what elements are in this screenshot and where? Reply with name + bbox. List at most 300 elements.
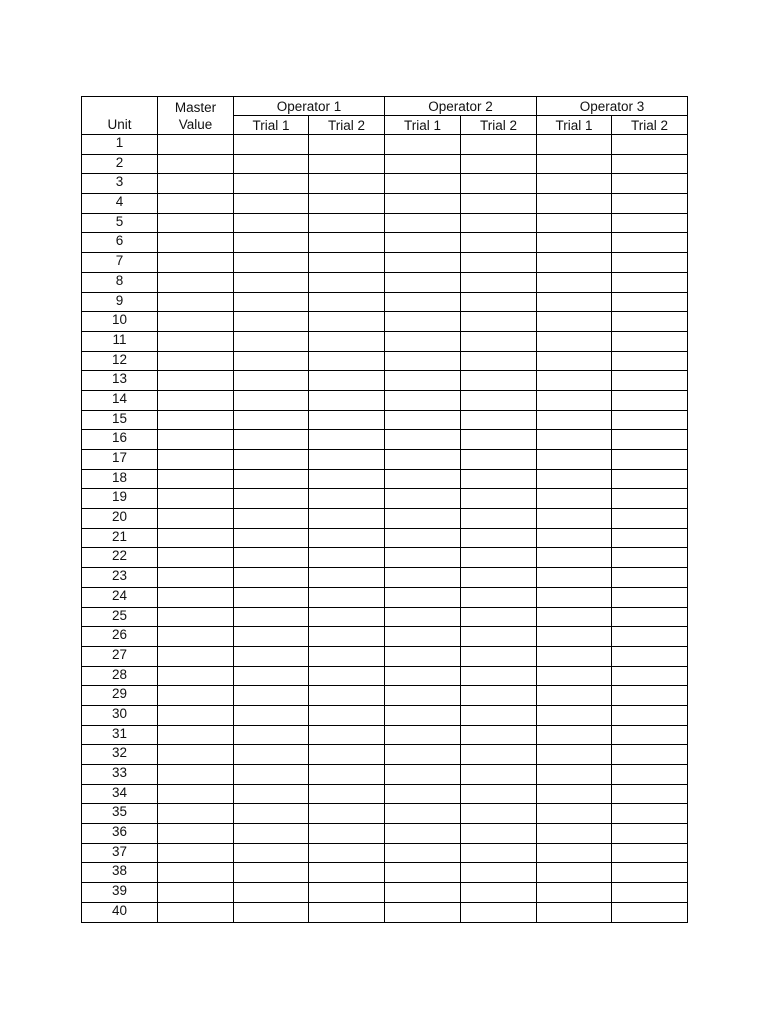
operator-1-trial-2-cell[interactable] bbox=[309, 528, 385, 548]
operator-3-trial-2-cell[interactable] bbox=[612, 135, 688, 155]
operator-1-trial-1-cell[interactable] bbox=[234, 233, 309, 253]
operator-3-trial-2-cell[interactable] bbox=[612, 331, 688, 351]
operator-1-trial-1-cell[interactable] bbox=[234, 312, 309, 332]
operator-2-trial-1-cell[interactable] bbox=[385, 312, 461, 332]
operator-2-trial-1-cell[interactable] bbox=[385, 607, 461, 627]
operator-2-trial-1-cell[interactable] bbox=[385, 646, 461, 666]
operator-3-trial-1-cell[interactable] bbox=[537, 607, 612, 627]
master-value-cell[interactable] bbox=[158, 489, 234, 509]
unit-number-cell: 40 bbox=[82, 902, 158, 922]
master-value-cell[interactable] bbox=[158, 863, 234, 883]
unit-number-cell: 32 bbox=[82, 745, 158, 765]
operator-2-trial-2-cell[interactable] bbox=[461, 135, 537, 155]
operator-3-trial-2-cell[interactable] bbox=[612, 627, 688, 647]
operator-2-trial-1-cell[interactable] bbox=[385, 686, 461, 706]
master-value-cell[interactable] bbox=[158, 548, 234, 568]
master-value-cell[interactable] bbox=[158, 154, 234, 174]
operator-3-trial-2-cell[interactable] bbox=[612, 450, 688, 470]
operator-2-trial-2-cell[interactable] bbox=[461, 509, 537, 529]
operator-1-trial-1-cell[interactable] bbox=[234, 371, 309, 391]
operator-2-trial-1-cell[interactable] bbox=[385, 351, 461, 371]
operator-3-trial-1-cell[interactable] bbox=[537, 863, 612, 883]
master-value-cell[interactable] bbox=[158, 902, 234, 922]
operator-3-trial-1-cell[interactable] bbox=[537, 528, 612, 548]
unit-number-cell: 2 bbox=[82, 154, 158, 174]
table-row bbox=[82, 312, 688, 332]
operator-2-trial-1-cell[interactable] bbox=[385, 725, 461, 745]
operator-3-trial-2-cell[interactable] bbox=[612, 233, 688, 253]
operator-1-trial-2-cell[interactable] bbox=[309, 194, 385, 214]
operator-3-trial-2-cell[interactable] bbox=[612, 213, 688, 233]
operator-1-trial-2-cell[interactable] bbox=[309, 607, 385, 627]
operator-2-trial-1-cell[interactable] bbox=[385, 371, 461, 391]
operator-3-trial-2-cell[interactable] bbox=[612, 548, 688, 568]
operator-3-trial-2-cell[interactable] bbox=[612, 528, 688, 548]
operator-1-trial-1-cell[interactable] bbox=[234, 863, 309, 883]
operator-3-trial-1-cell[interactable] bbox=[537, 135, 612, 155]
operator-1-trial-2-cell[interactable] bbox=[309, 351, 385, 371]
master-value-cell[interactable] bbox=[158, 745, 234, 765]
operator-1-trial-1-cell[interactable] bbox=[234, 666, 309, 686]
operator-2-trial-1-cell[interactable] bbox=[385, 489, 461, 509]
operator-3-trial-2-cell[interactable] bbox=[612, 430, 688, 450]
master-value-cell[interactable] bbox=[158, 784, 234, 804]
operator-3-trial-1-cell[interactable] bbox=[537, 646, 612, 666]
operator-2-trial-1-cell[interactable] bbox=[385, 548, 461, 568]
operator-3-trial-1-cell[interactable] bbox=[537, 509, 612, 529]
operator-3-trial-1-cell[interactable] bbox=[537, 194, 612, 214]
operator-1-trial-1-cell[interactable] bbox=[234, 489, 309, 509]
operator-2-trial-1-cell[interactable] bbox=[385, 213, 461, 233]
operator-2-trial-1-cell[interactable] bbox=[385, 174, 461, 194]
operator-3-trial-1-cell[interactable] bbox=[537, 686, 612, 706]
table-row bbox=[82, 292, 688, 312]
table-row bbox=[82, 430, 688, 450]
operator-1-trial-1-cell[interactable] bbox=[234, 135, 309, 155]
operator-2-trial-1-cell[interactable] bbox=[385, 233, 461, 253]
operator-2-trial-1-cell[interactable] bbox=[385, 509, 461, 529]
operator-3-trial-1-cell[interactable] bbox=[537, 765, 612, 785]
master-value-cell[interactable] bbox=[158, 607, 234, 627]
operator-2-trial-1-cell[interactable] bbox=[385, 804, 461, 824]
master-value-cell[interactable] bbox=[158, 410, 234, 430]
operator-2-trial-2-cell[interactable] bbox=[461, 154, 537, 174]
master-value-cell[interactable] bbox=[158, 469, 234, 489]
operator-2-trial-2-cell[interactable] bbox=[461, 272, 537, 292]
operator-3-trial-2-cell[interactable] bbox=[612, 312, 688, 332]
operator-1-trial-2-cell[interactable] bbox=[309, 371, 385, 391]
operator-2-trial-1-cell[interactable] bbox=[385, 194, 461, 214]
operator-2-trial-1-cell[interactable] bbox=[385, 568, 461, 588]
operator-1-trial-2-cell[interactable] bbox=[309, 135, 385, 155]
operator-1-trial-1-cell[interactable] bbox=[234, 824, 309, 844]
operator-1-trial-2-cell[interactable] bbox=[309, 390, 385, 410]
operator-1-trial-1-cell[interactable] bbox=[234, 686, 309, 706]
operator-3-trial-2-cell[interactable] bbox=[612, 390, 688, 410]
operator-3-trial-2-header: Trial 2 bbox=[612, 116, 688, 135]
master-value-cell[interactable] bbox=[158, 765, 234, 785]
operator-2-trial-2-cell[interactable] bbox=[461, 824, 537, 844]
operator-2-trial-2-cell[interactable] bbox=[461, 843, 537, 863]
operator-1-trial-2-cell[interactable] bbox=[309, 745, 385, 765]
operator-1-trial-2-cell[interactable] bbox=[309, 705, 385, 725]
operator-1-trial-1-cell[interactable] bbox=[234, 331, 309, 351]
operator-3-trial-1-cell[interactable] bbox=[537, 627, 612, 647]
operator-3-trial-1-cell[interactable] bbox=[537, 272, 612, 292]
operator-3-trial-2-cell[interactable] bbox=[612, 883, 688, 903]
operator-1-trial-2-cell[interactable] bbox=[309, 450, 385, 470]
operator-3-trial-1-cell[interactable] bbox=[537, 430, 612, 450]
operator-2-trial-2-cell[interactable] bbox=[461, 390, 537, 410]
operator-1-trial-2-cell[interactable] bbox=[309, 902, 385, 922]
operator-3-trial-1-cell[interactable] bbox=[537, 548, 612, 568]
operator-2-trial-2-cell[interactable] bbox=[461, 666, 537, 686]
master-value-cell[interactable] bbox=[158, 213, 234, 233]
operator-3-trial-1-cell[interactable] bbox=[537, 902, 612, 922]
operator-1-trial-1-cell[interactable] bbox=[234, 292, 309, 312]
operator-3-trial-2-cell[interactable] bbox=[612, 824, 688, 844]
operator-2-trial-2-cell[interactable] bbox=[461, 213, 537, 233]
unit-number-cell: 25 bbox=[82, 607, 158, 627]
operator-3-header: Operator 3 bbox=[537, 97, 688, 116]
operator-1-trial-1-cell[interactable] bbox=[234, 745, 309, 765]
operator-1-trial-1-cell[interactable] bbox=[234, 587, 309, 607]
operator-2-trial-2-cell[interactable] bbox=[461, 607, 537, 627]
operator-2-trial-2-cell[interactable] bbox=[461, 686, 537, 706]
operator-1-trial-2-cell[interactable] bbox=[309, 568, 385, 588]
operator-1-trial-2-cell[interactable] bbox=[309, 331, 385, 351]
operator-3-trial-2-cell[interactable] bbox=[612, 863, 688, 883]
operator-3-trial-1-cell[interactable] bbox=[537, 390, 612, 410]
master-value-cell[interactable] bbox=[158, 528, 234, 548]
operator-1-trial-1-cell[interactable] bbox=[234, 194, 309, 214]
operator-3-trial-1-cell[interactable] bbox=[537, 666, 612, 686]
operator-1-trial-2-cell[interactable] bbox=[309, 253, 385, 273]
operator-2-trial-2-cell[interactable] bbox=[461, 725, 537, 745]
operator-3-trial-1-cell[interactable] bbox=[537, 705, 612, 725]
master-value-cell[interactable] bbox=[158, 233, 234, 253]
operator-1-trial-2-cell[interactable] bbox=[309, 548, 385, 568]
operator-1-trial-2-cell[interactable] bbox=[309, 174, 385, 194]
table-row bbox=[82, 213, 688, 233]
operator-2-trial-1-cell[interactable] bbox=[385, 154, 461, 174]
table-row bbox=[82, 528, 688, 548]
operator-2-trial-2-cell[interactable] bbox=[461, 646, 537, 666]
operator-3-trial-1-cell[interactable] bbox=[537, 784, 612, 804]
operator-1-trial-2-cell[interactable] bbox=[309, 686, 385, 706]
master-value-cell[interactable] bbox=[158, 804, 234, 824]
operator-3-trial-1-cell[interactable] bbox=[537, 804, 612, 824]
operator-3-trial-1-cell[interactable] bbox=[537, 489, 612, 509]
operator-1-trial-2-cell[interactable] bbox=[309, 509, 385, 529]
operator-1-trial-2-cell[interactable] bbox=[309, 154, 385, 174]
operator-2-trial-1-cell[interactable] bbox=[385, 331, 461, 351]
operator-3-trial-1-cell[interactable] bbox=[537, 253, 612, 273]
operator-1-trial-2-cell[interactable] bbox=[309, 489, 385, 509]
operator-3-trial-1-cell[interactable] bbox=[537, 883, 612, 903]
table-row bbox=[82, 371, 688, 391]
operator-1-trial-1-cell[interactable] bbox=[234, 627, 309, 647]
operator-3-trial-1-cell[interactable] bbox=[537, 351, 612, 371]
master-value-cell[interactable] bbox=[158, 883, 234, 903]
master-value-cell[interactable] bbox=[158, 390, 234, 410]
operator-3-trial-1-cell[interactable] bbox=[537, 233, 612, 253]
operator-2-trial-2-cell[interactable] bbox=[461, 548, 537, 568]
operator-3-trial-1-cell[interactable] bbox=[537, 824, 612, 844]
operator-3-trial-2-cell[interactable] bbox=[612, 154, 688, 174]
operator-3-trial-2-cell[interactable] bbox=[612, 646, 688, 666]
operator-3-trial-2-cell[interactable] bbox=[612, 489, 688, 509]
operator-1-trial-1-cell[interactable] bbox=[234, 253, 309, 273]
operator-3-trial-2-cell[interactable] bbox=[612, 351, 688, 371]
operator-2-trial-1-cell[interactable] bbox=[385, 292, 461, 312]
master-value-cell[interactable] bbox=[158, 824, 234, 844]
operator-2-trial-2-cell[interactable] bbox=[461, 292, 537, 312]
operator-1-trial-2-cell[interactable] bbox=[309, 843, 385, 863]
operator-2-trial-1-cell[interactable] bbox=[385, 469, 461, 489]
operator-2-trial-2-cell[interactable] bbox=[461, 489, 537, 509]
operator-2-trial-1-cell[interactable] bbox=[385, 410, 461, 430]
unit-number-cell: 5 bbox=[82, 213, 158, 233]
operator-2-trial-2-cell[interactable] bbox=[461, 627, 537, 647]
operator-1-trial-1-cell[interactable] bbox=[234, 390, 309, 410]
master-value-cell[interactable] bbox=[158, 312, 234, 332]
unit-number-cell: 22 bbox=[82, 548, 158, 568]
operator-3-trial-2-cell[interactable] bbox=[612, 666, 688, 686]
master-value-cell[interactable] bbox=[158, 587, 234, 607]
operator-2-trial-2-cell[interactable] bbox=[461, 233, 537, 253]
operator-2-trial-2-cell[interactable] bbox=[461, 902, 537, 922]
operator-3-trial-2-cell[interactable] bbox=[612, 804, 688, 824]
operator-3-trial-1-cell[interactable] bbox=[537, 745, 612, 765]
operator-1-trial-1-cell[interactable] bbox=[234, 213, 309, 233]
operator-2-trial-2-cell[interactable] bbox=[461, 705, 537, 725]
master-value-cell[interactable] bbox=[158, 272, 234, 292]
operator-2-trial-1-cell[interactable] bbox=[385, 450, 461, 470]
operator-1-trial-2-cell[interactable] bbox=[309, 883, 385, 903]
operator-1-trial-1-cell[interactable] bbox=[234, 843, 309, 863]
operator-3-trial-1-cell[interactable] bbox=[537, 469, 612, 489]
operator-2-trial-2-cell[interactable] bbox=[461, 784, 537, 804]
operator-3-trial-2-cell[interactable] bbox=[612, 469, 688, 489]
operator-1-trial-2-cell[interactable] bbox=[309, 312, 385, 332]
operator-2-trial-1-cell[interactable] bbox=[385, 824, 461, 844]
master-value-cell[interactable] bbox=[158, 292, 234, 312]
operator-1-trial-2-cell[interactable] bbox=[309, 765, 385, 785]
operator-2-trial-2-cell[interactable] bbox=[461, 371, 537, 391]
operator-1-trial-1-cell[interactable] bbox=[234, 902, 309, 922]
master-value-cell[interactable] bbox=[158, 430, 234, 450]
operator-1-trial-2-cell[interactable] bbox=[309, 430, 385, 450]
operator-3-trial-1-cell[interactable] bbox=[537, 213, 612, 233]
operator-1-trial-1-cell[interactable] bbox=[234, 272, 309, 292]
operator-2-trial-1-cell[interactable] bbox=[385, 902, 461, 922]
operator-3-trial-2-cell[interactable] bbox=[612, 765, 688, 785]
operator-2-trial-2-cell[interactable] bbox=[461, 469, 537, 489]
master-value-cell[interactable] bbox=[158, 135, 234, 155]
master-value-cell[interactable] bbox=[158, 568, 234, 588]
operator-3-trial-2-cell[interactable] bbox=[612, 194, 688, 214]
operator-2-trial-2-cell[interactable] bbox=[461, 351, 537, 371]
operator-1-trial-2-cell[interactable] bbox=[309, 646, 385, 666]
operator-2-trial-2-cell[interactable] bbox=[461, 194, 537, 214]
operator-3-trial-2-cell[interactable] bbox=[612, 843, 688, 863]
operator-2-trial-1-cell[interactable] bbox=[385, 745, 461, 765]
master-value-cell[interactable] bbox=[158, 174, 234, 194]
operator-3-trial-2-cell[interactable] bbox=[612, 292, 688, 312]
operator-1-trial-2-cell[interactable] bbox=[309, 587, 385, 607]
master-value-cell[interactable] bbox=[158, 450, 234, 470]
operator-1-trial-1-cell[interactable] bbox=[234, 351, 309, 371]
operator-3-trial-1-cell[interactable] bbox=[537, 568, 612, 588]
operator-3-trial-2-cell[interactable] bbox=[612, 607, 688, 627]
operator-3-trial-2-cell[interactable] bbox=[612, 371, 688, 391]
operator-3-trial-1-cell[interactable] bbox=[537, 410, 612, 430]
operator-3-trial-1-cell[interactable] bbox=[537, 154, 612, 174]
operator-1-trial-1-cell[interactable] bbox=[234, 509, 309, 529]
operator-1-trial-2-cell[interactable] bbox=[309, 469, 385, 489]
operator-1-trial-1-cell[interactable] bbox=[234, 528, 309, 548]
operator-1-trial-2-cell[interactable] bbox=[309, 213, 385, 233]
operator-1-trial-2-cell[interactable] bbox=[309, 272, 385, 292]
table-row bbox=[82, 784, 688, 804]
master-value-cell[interactable] bbox=[158, 666, 234, 686]
master-value-cell[interactable] bbox=[158, 351, 234, 371]
operator-2-trial-1-cell[interactable] bbox=[385, 765, 461, 785]
operator-3-trial-2-cell[interactable] bbox=[612, 686, 688, 706]
master-value-header-line-1: Master bbox=[174, 99, 217, 115]
operator-3-trial-1-cell[interactable] bbox=[537, 292, 612, 312]
operator-2-trial-1-cell[interactable] bbox=[385, 627, 461, 647]
operator-1-trial-2-cell[interactable] bbox=[309, 627, 385, 647]
operator-3-trial-2-cell[interactable] bbox=[612, 568, 688, 588]
operator-2-trial-1-cell[interactable] bbox=[385, 883, 461, 903]
operator-2-trial-1-cell[interactable] bbox=[385, 784, 461, 804]
operator-1-trial-1-cell[interactable] bbox=[234, 469, 309, 489]
master-value-cell[interactable] bbox=[158, 509, 234, 529]
operator-1-trial-1-cell[interactable] bbox=[234, 646, 309, 666]
operator-3-trial-1-cell[interactable] bbox=[537, 725, 612, 745]
operator-2-trial-2-cell[interactable] bbox=[461, 450, 537, 470]
operator-2-trial-1-cell[interactable] bbox=[385, 666, 461, 686]
master-value-cell[interactable] bbox=[158, 331, 234, 351]
master-value-cell[interactable] bbox=[158, 253, 234, 273]
operator-1-trial-1-cell[interactable] bbox=[234, 705, 309, 725]
operator-1-trial-2-cell[interactable] bbox=[309, 666, 385, 686]
operator-1-trial-2-cell[interactable] bbox=[309, 863, 385, 883]
operator-2-trial-1-cell[interactable] bbox=[385, 390, 461, 410]
operator-2-trial-2-cell[interactable] bbox=[461, 331, 537, 351]
master-value-cell[interactable] bbox=[158, 371, 234, 391]
operator-2-trial-1-cell[interactable] bbox=[385, 528, 461, 548]
operator-1-trial-1-cell[interactable] bbox=[234, 725, 309, 745]
operator-1-trial-2-cell[interactable] bbox=[309, 292, 385, 312]
operator-2-trial-1-cell[interactable] bbox=[385, 843, 461, 863]
operator-1-trial-2-cell[interactable] bbox=[309, 784, 385, 804]
master-value-cell[interactable] bbox=[158, 725, 234, 745]
master-value-cell[interactable] bbox=[158, 646, 234, 666]
operator-3-trial-2-cell[interactable] bbox=[612, 902, 688, 922]
master-value-cell[interactable] bbox=[158, 627, 234, 647]
operator-2-trial-2-cell[interactable] bbox=[461, 528, 537, 548]
operator-3-trial-1-header: Trial 1 bbox=[537, 116, 612, 135]
operator-2-trial-2-cell[interactable] bbox=[461, 863, 537, 883]
operator-2-trial-2-cell[interactable] bbox=[461, 253, 537, 273]
operator-3-trial-2-cell[interactable] bbox=[612, 509, 688, 529]
operator-1-trial-1-cell[interactable] bbox=[234, 784, 309, 804]
operator-2-trial-2-cell[interactable] bbox=[461, 174, 537, 194]
master-value-cell[interactable] bbox=[158, 686, 234, 706]
operator-3-trial-1-cell[interactable] bbox=[537, 371, 612, 391]
operator-2-trial-1-cell[interactable] bbox=[385, 430, 461, 450]
operator-2-trial-2-cell[interactable] bbox=[461, 587, 537, 607]
master-value-cell[interactable] bbox=[158, 194, 234, 214]
operator-3-trial-2-cell[interactable] bbox=[612, 745, 688, 765]
operator-3-trial-1-cell[interactable] bbox=[537, 174, 612, 194]
operator-2-trial-2-cell[interactable] bbox=[461, 765, 537, 785]
operator-1-trial-1-cell[interactable] bbox=[234, 883, 309, 903]
operator-3-trial-2-cell[interactable] bbox=[612, 410, 688, 430]
operator-1-trial-1-cell[interactable] bbox=[234, 804, 309, 824]
operator-1-trial-2-cell[interactable] bbox=[309, 824, 385, 844]
operator-1-trial-1-cell[interactable] bbox=[234, 174, 309, 194]
master-value-cell[interactable] bbox=[158, 705, 234, 725]
operator-1-trial-1-cell[interactable] bbox=[234, 765, 309, 785]
operator-3-trial-2-cell[interactable] bbox=[612, 705, 688, 725]
operator-3-trial-2-cell[interactable] bbox=[612, 253, 688, 273]
operator-1-trial-1-cell[interactable] bbox=[234, 607, 309, 627]
table-row bbox=[82, 745, 688, 765]
operator-1-trial-1-cell[interactable] bbox=[234, 568, 309, 588]
operator-1-trial-1-cell[interactable] bbox=[234, 154, 309, 174]
operator-3-trial-2-cell[interactable] bbox=[612, 587, 688, 607]
operator-2-trial-1-cell[interactable] bbox=[385, 863, 461, 883]
operator-2-trial-2-cell[interactable] bbox=[461, 430, 537, 450]
operator-3-trial-2-cell[interactable] bbox=[612, 272, 688, 292]
operator-3-trial-2-cell[interactable] bbox=[612, 174, 688, 194]
operator-2-trial-1-cell[interactable] bbox=[385, 272, 461, 292]
operator-1-trial-1-cell[interactable] bbox=[234, 450, 309, 470]
operator-2-trial-2-cell[interactable] bbox=[461, 745, 537, 765]
unit-number-cell: 12 bbox=[82, 351, 158, 371]
operator-3-trial-2-cell[interactable] bbox=[612, 784, 688, 804]
operator-3-trial-2-cell[interactable] bbox=[612, 725, 688, 745]
operator-2-trial-2-cell[interactable] bbox=[461, 410, 537, 430]
operator-3-trial-1-cell[interactable] bbox=[537, 450, 612, 470]
operator-3-trial-1-cell[interactable] bbox=[537, 843, 612, 863]
master-value-cell[interactable] bbox=[158, 843, 234, 863]
operator-1-trial-2-cell[interactable] bbox=[309, 804, 385, 824]
operator-1-trial-2-cell[interactable] bbox=[309, 410, 385, 430]
operator-1-trial-2-cell[interactable] bbox=[309, 233, 385, 253]
operator-2-trial-1-cell[interactable] bbox=[385, 705, 461, 725]
operator-1-trial-2-cell[interactable] bbox=[309, 725, 385, 745]
operator-1-trial-1-cell[interactable] bbox=[234, 430, 309, 450]
table-row bbox=[82, 548, 688, 568]
operator-2-trial-2-cell[interactable] bbox=[461, 568, 537, 588]
operator-2-trial-1-cell[interactable] bbox=[385, 135, 461, 155]
operator-3-trial-1-cell[interactable] bbox=[537, 587, 612, 607]
operator-2-trial-2-cell[interactable] bbox=[461, 883, 537, 903]
operator-2-trial-1-cell[interactable] bbox=[385, 587, 461, 607]
operator-3-trial-1-cell[interactable] bbox=[537, 331, 612, 351]
operator-2-trial-2-cell[interactable] bbox=[461, 312, 537, 332]
operator-2-trial-2-cell[interactable] bbox=[461, 804, 537, 824]
operator-2-trial-1-cell[interactable] bbox=[385, 253, 461, 273]
operator-1-trial-1-cell[interactable] bbox=[234, 548, 309, 568]
operator-3-trial-1-cell[interactable] bbox=[537, 312, 612, 332]
operator-1-trial-1-cell[interactable] bbox=[234, 410, 309, 430]
